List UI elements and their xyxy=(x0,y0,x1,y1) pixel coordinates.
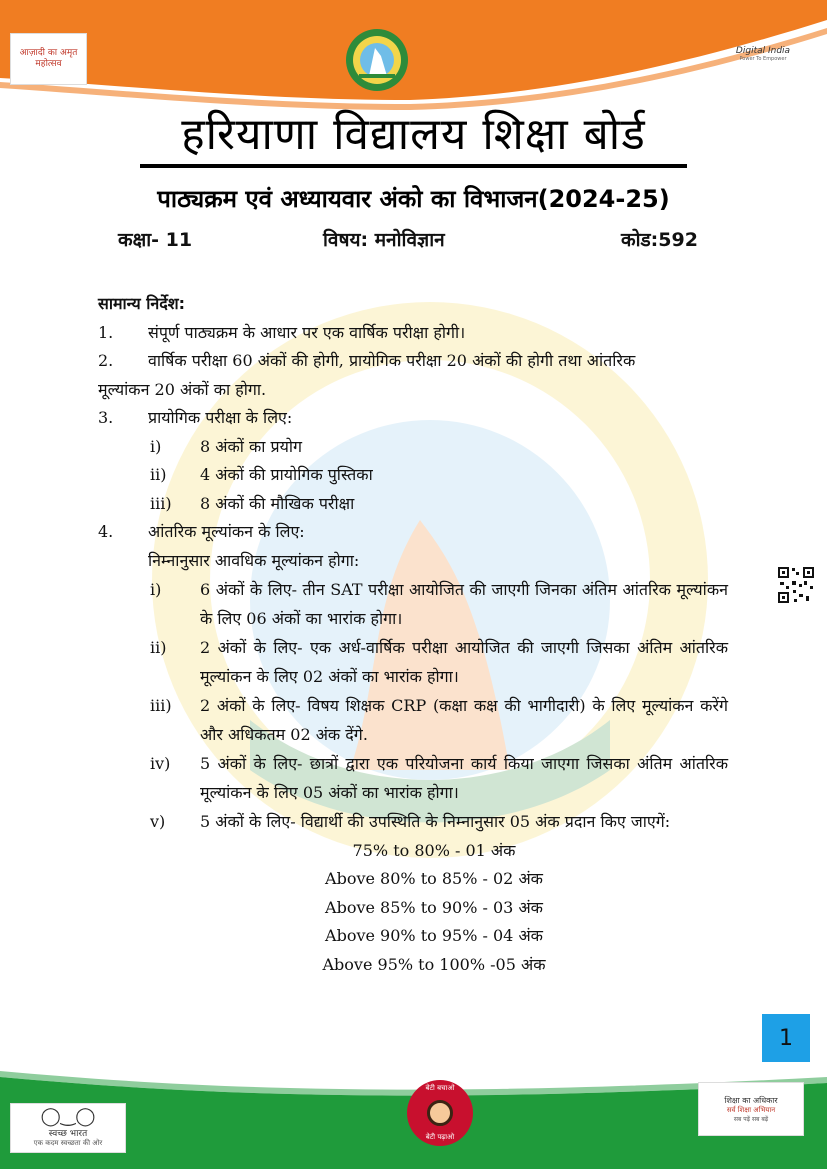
footer-left-text: स्वच्छ भारत xyxy=(48,1129,88,1139)
sub-item-number: i) xyxy=(150,436,162,456)
sub-item xyxy=(98,576,728,633)
page-title: हरियाणा विद्यालय शिक्षा बोर्ड xyxy=(181,109,646,160)
sub-item-text: 5 अंकों के लिए- छात्रों द्वारा एक परियोजना कार्य किया जाएगा जिसका अंतिम आंतरिक मूल्यांकन के लिए 05 अंकों का भारांक होगा। xyxy=(200,754,728,802)
list-item xyxy=(98,347,728,376)
board-seal-icon xyxy=(345,28,409,92)
general-instructions xyxy=(98,290,728,979)
class-label: कक्षा- 11 xyxy=(118,229,193,251)
item-text: वार्षिक परीक्षा 60 अंकों की होगी, प्रायोगिक परीक्षा 20 अंकों की होगी तथा आंतरिक xyxy=(148,351,636,370)
footer-right-text: शिक्षा का अधिकार xyxy=(724,1096,778,1105)
item-text-continuation: निम्नानुसार आवधिक मूल्यांकन होगा: xyxy=(148,550,360,570)
qr-code-icon xyxy=(777,566,815,604)
item-text: आंतरिक मूल्यांकन के लिए: xyxy=(148,522,305,541)
beti-bachao-bottom: बेटी पढ़ाओ xyxy=(425,1133,455,1141)
azadi-ka-amrit-mahotsav-logo xyxy=(10,33,87,85)
code-label: कोड:592 xyxy=(621,229,698,251)
title-underline xyxy=(140,164,687,168)
sub-item xyxy=(98,634,728,691)
beti-bachao-top: बेटी बचाओ xyxy=(425,1084,455,1092)
logo-right-sub: Power To Empower xyxy=(739,56,787,62)
sub-item xyxy=(98,808,728,837)
item-number: 4. xyxy=(98,522,114,541)
sub-item-number: iii) xyxy=(150,696,172,715)
footer-right-sub2: सब पढ़ें सब बढ़ें xyxy=(733,1116,769,1123)
sub-item-number: iv) xyxy=(150,754,171,773)
sub-item-number: iii) xyxy=(150,493,172,513)
sub-item-number: v) xyxy=(150,812,166,831)
item-number: 1. xyxy=(98,322,114,342)
sub-item xyxy=(98,490,728,519)
footer-left-sub: एक कदम स्वच्छता की ओर xyxy=(33,1139,103,1147)
item-number: 3. xyxy=(98,408,114,427)
attendance-row: Above 85% to 90% - 03 अंक xyxy=(325,897,543,917)
list-item xyxy=(98,404,728,433)
item-text-continuation: मूल्यांकन 20 अंकों का होगा. xyxy=(98,379,267,399)
item-text: प्रायोगिक परीक्षा के लिए: xyxy=(148,408,293,427)
sub-item-text: 5 अंकों के लिए- विद्यार्थी की उपस्थिति के निम्नानुसार 05 अंक प्रदान किए जाएगें: xyxy=(200,812,671,831)
sub-item xyxy=(98,750,728,807)
subject-label: विषय: मनोविज्ञान xyxy=(323,229,445,251)
sub-item-text: 8 अंकों का प्रयोग xyxy=(200,436,303,456)
instructions-heading: सामान्य निर्देश: xyxy=(98,294,186,313)
sub-item-text: 8 अंकों की मौखिक परीक्षा xyxy=(200,493,355,513)
attendance-row: Above 90% to 95% - 04 अंक xyxy=(325,926,543,945)
list-item xyxy=(98,518,728,547)
page-subtitle: पाठ्यक्रम एवं अध्यायवार अंको का विभाजन(2024-25) xyxy=(157,185,670,213)
list-item xyxy=(98,319,728,348)
item-text: संपूर्ण पाठ्यक्रम के आधार पर एक वार्षिक परीक्षा होगी। xyxy=(148,322,466,342)
sub-item-number: ii) xyxy=(150,638,167,657)
glasses-icon: ◯‿◯ xyxy=(40,1106,96,1127)
sub-item xyxy=(98,433,728,462)
sub-item xyxy=(98,461,728,490)
sub-item-text: 4 अंकों की प्रायोगिक पुस्तिका xyxy=(200,465,373,484)
sub-item-text: 2 अंकों के लिए- एक अर्ध-वार्षिक परीक्षा आयोजित की जाएगी जिसका अंतिम आंतरिक मूल्यांकन के लिए 02 अंकों का भारांक होगा। xyxy=(200,638,728,686)
shiksha-ka-adhikar-logo xyxy=(698,1082,804,1136)
attendance-row: 75% to 80% - 01 अंक xyxy=(352,840,516,860)
sub-item xyxy=(98,692,728,749)
swachh-bharat-logo xyxy=(10,1103,126,1153)
logo-right-text: Digital India xyxy=(735,46,791,56)
digital-india-logo xyxy=(728,40,798,68)
attendance-row: Above 95% to 100% -05 अंक xyxy=(322,954,546,974)
item-number: 2. xyxy=(98,351,114,370)
sub-item-number: i) xyxy=(150,580,162,599)
attendance-row: Above 80% to 85% - 02 अंक xyxy=(325,869,543,888)
beti-bachao-logo xyxy=(407,1080,473,1146)
sub-item-text: 6 अंकों के लिए- तीन SAT परीक्षा आयोजित की जाएगी जिनका अंतिम आंतरिक मूल्यांकन के लिए 06 अंकों का भारांक होगा। xyxy=(200,580,728,628)
logo-left-text: आज़ादी का अमृत महोत्सव xyxy=(19,48,78,69)
footer-right-sub: सर्व शिक्षा अभियान xyxy=(726,1106,776,1114)
page-number-badge: 1 xyxy=(762,1014,810,1062)
girl-face-icon xyxy=(427,1100,453,1126)
sub-item-number: ii) xyxy=(150,465,167,484)
sub-item-text: 2 अंकों के लिए- विषय शिक्षक CRP (कक्षा कक्ष की भागीदारी) के लिए मूल्यांकन करेंगे और अधिकतम 02 अंक देंगे. xyxy=(200,696,728,744)
